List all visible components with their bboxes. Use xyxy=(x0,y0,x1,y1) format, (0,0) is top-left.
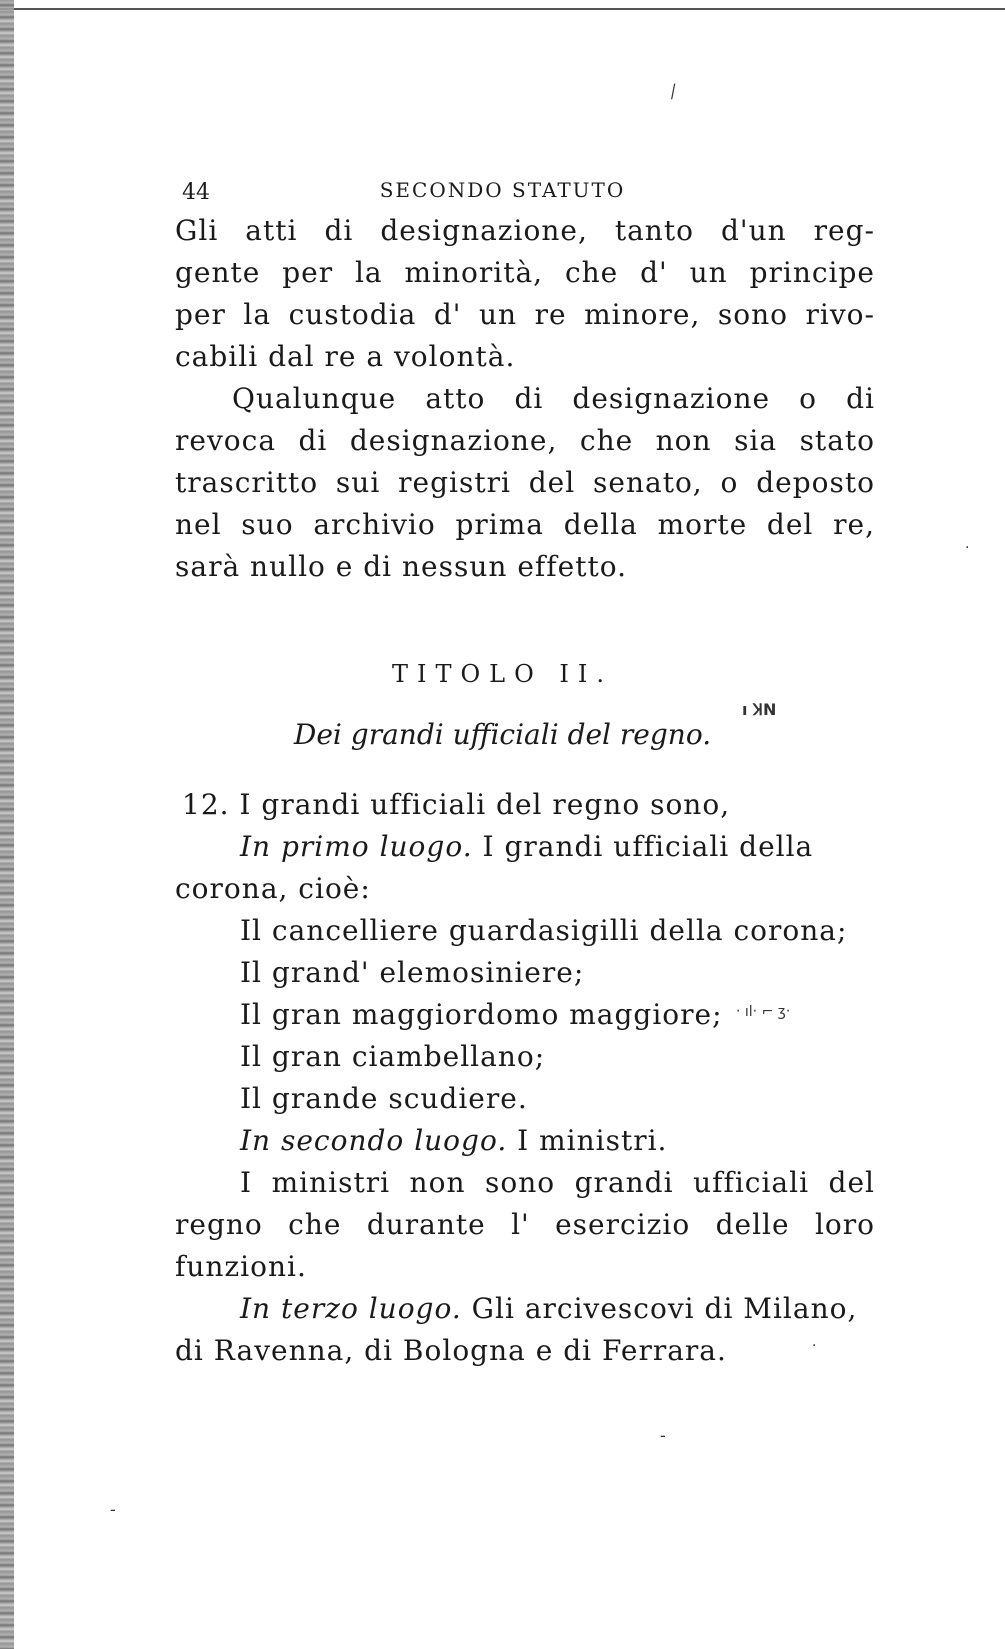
text-line xyxy=(240,1292,857,1326)
page-number: 44 xyxy=(182,180,210,205)
text-line: di Ravenna, di Bologna e di Ferrara. xyxy=(175,1334,727,1367)
text-line: Gli atti di designazione, tanto d'un reg- xyxy=(175,214,875,247)
stray-mark-bottom-3: - xyxy=(110,1500,116,1519)
running-title: SECONDO STATUTO xyxy=(379,178,626,202)
stray-mark-bottom-1: · xyxy=(812,1338,817,1354)
section-subtitle: Dei grandi ufficiali del regno. xyxy=(293,718,712,751)
official-item: Il grand' elemosiniere; xyxy=(240,956,585,989)
first-label: In primo luogo. xyxy=(240,830,473,863)
text-line: per la custodia d' un re minore, sono rivo- xyxy=(175,298,875,331)
text-line: funzioni. xyxy=(175,1250,307,1283)
article-intro: 12. I grandi ufficiali del regno sono, xyxy=(182,788,731,821)
second-label: In secondo luogo. xyxy=(240,1124,508,1157)
text-line: Qualunque atto di designazione o di xyxy=(232,382,875,415)
section-title: TITOLO II. xyxy=(391,660,613,688)
second-text: I ministri. xyxy=(507,1124,668,1157)
text-line: trascritto sui registri del senato, o deposto xyxy=(175,466,875,499)
official-item: Il gran ciambellano; xyxy=(240,1040,546,1073)
stray-mark-officials: ‧ ıl‧ ⌐ ʒ‧ xyxy=(736,1004,791,1020)
text-line: cabili dal re a volontà. xyxy=(175,340,516,373)
scan-left-edge xyxy=(0,0,14,1649)
text-line xyxy=(240,830,813,864)
text-line: I ministri non sono grandi ufficiali del xyxy=(240,1166,875,1199)
stray-mark-bottom-2: - xyxy=(660,1426,666,1445)
official-item: Il cancelliere guardasigilli della corona; xyxy=(240,914,848,947)
scan-top-edge xyxy=(0,0,1005,10)
third-text: Gli arcivescovi di Milano, xyxy=(461,1292,858,1325)
first-text: I grandi ufficiali della xyxy=(472,830,814,863)
stray-mark-top: ⁄ xyxy=(668,82,679,103)
text-line: revoca di designazione, che non sia stato xyxy=(175,424,875,457)
official-item: Il gran maggiordomo maggiore; xyxy=(240,998,723,1031)
text-line: nel suo archivio prima della morte del re, xyxy=(175,508,875,541)
text-line: gente per la minorità, che d' un principe xyxy=(175,256,875,289)
text-line: sarà nullo e di nessun effetto. xyxy=(175,550,627,583)
stray-mark-right: · xyxy=(965,540,970,556)
text-line: regno che durante l' esercizio delle loro xyxy=(175,1208,875,1241)
official-item: Il grande scudiere. xyxy=(240,1082,528,1115)
third-label: In terzo luogo. xyxy=(240,1292,462,1325)
stray-mark-subtitle: ı ꞰN xyxy=(742,700,777,719)
text-line xyxy=(240,1124,667,1158)
text-line: corona, cioè: xyxy=(175,872,371,905)
